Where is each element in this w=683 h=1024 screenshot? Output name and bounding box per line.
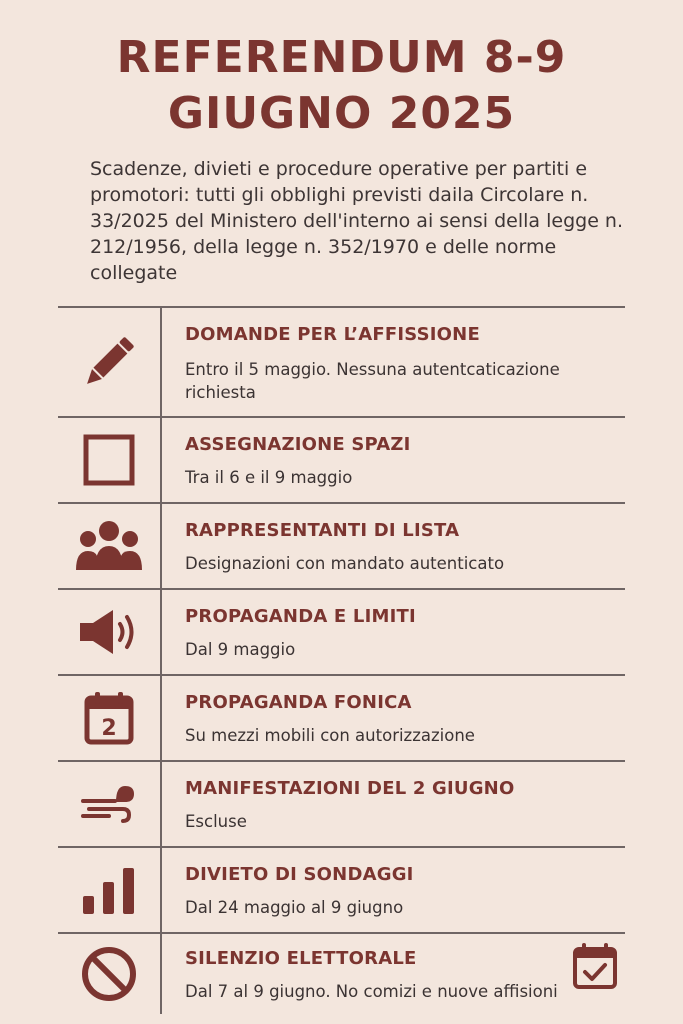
table-row bbox=[58, 676, 625, 762]
table-row bbox=[58, 934, 625, 1014]
title-line-2: GIUGNO 2025 bbox=[167, 88, 516, 139]
table-row bbox=[58, 504, 625, 590]
square-icon bbox=[58, 418, 162, 502]
table-row bbox=[58, 590, 625, 676]
row-title: SILENZIO ELETTORALE bbox=[185, 948, 417, 969]
row-description: Dal 9 maggio bbox=[185, 640, 296, 659]
row-description: Escluse bbox=[185, 812, 247, 831]
pencil-icon bbox=[58, 308, 162, 416]
calendar-day-number: 2 bbox=[101, 716, 117, 741]
row-description: Entro il 5 maggio. Nessuna autentcaticazione richiesta bbox=[185, 360, 560, 402]
row-description: Su mezzi mobili con autorizzazione bbox=[185, 726, 475, 745]
page-title bbox=[0, 30, 683, 142]
row-title: DIVIETO DI SONDAGGI bbox=[185, 864, 414, 885]
people-group-icon bbox=[58, 504, 162, 588]
megaphone-speaker-icon bbox=[58, 590, 162, 674]
row-title: MANIFESTAZIONI DEL 2 GIUGNO bbox=[185, 778, 515, 799]
row-title: ASSEGNAZIONE SPAZI bbox=[185, 434, 411, 455]
row-description: Dal 24 maggio al 9 giugno bbox=[185, 898, 404, 917]
bar-chart-icon bbox=[58, 848, 162, 932]
row-description: Designazioni con mandato autenticato bbox=[185, 554, 505, 573]
row-description: Tra il 6 e il 9 maggio bbox=[185, 468, 353, 487]
row-title: PROPAGANDA FONICA bbox=[185, 692, 412, 713]
table-row bbox=[58, 762, 625, 848]
row-title: RAPPRESENTANTI DI LISTA bbox=[185, 520, 460, 541]
table-row bbox=[58, 418, 625, 504]
subtitle: Scadenze, divieti e procedure operative per partiti e promotori: tutti gli obblighi previsti daila Circolare n. 33/2025 del Ministero dell'interno ai sensi della legge n. 212/1956, della legge n. 352/1970 e delle norme collegate bbox=[90, 158, 624, 284]
calendar-check-icon bbox=[572, 942, 618, 994]
wind-icon bbox=[58, 762, 162, 846]
table-row bbox=[58, 308, 625, 418]
row-description: Dal 7 al 9 giugno. No comizi e nuove affisioni bbox=[185, 982, 558, 1001]
title-line-1: REFERENDUM 8-9 bbox=[116, 32, 567, 83]
table-row bbox=[58, 848, 625, 934]
calendar-day-icon bbox=[58, 676, 162, 760]
row-title: DOMANDE PER L’AFFISSIONE bbox=[185, 324, 480, 345]
obligations-table bbox=[58, 306, 625, 1014]
prohibited-icon bbox=[58, 934, 162, 1014]
row-title: PROPAGANDA E LIMITI bbox=[185, 606, 416, 627]
